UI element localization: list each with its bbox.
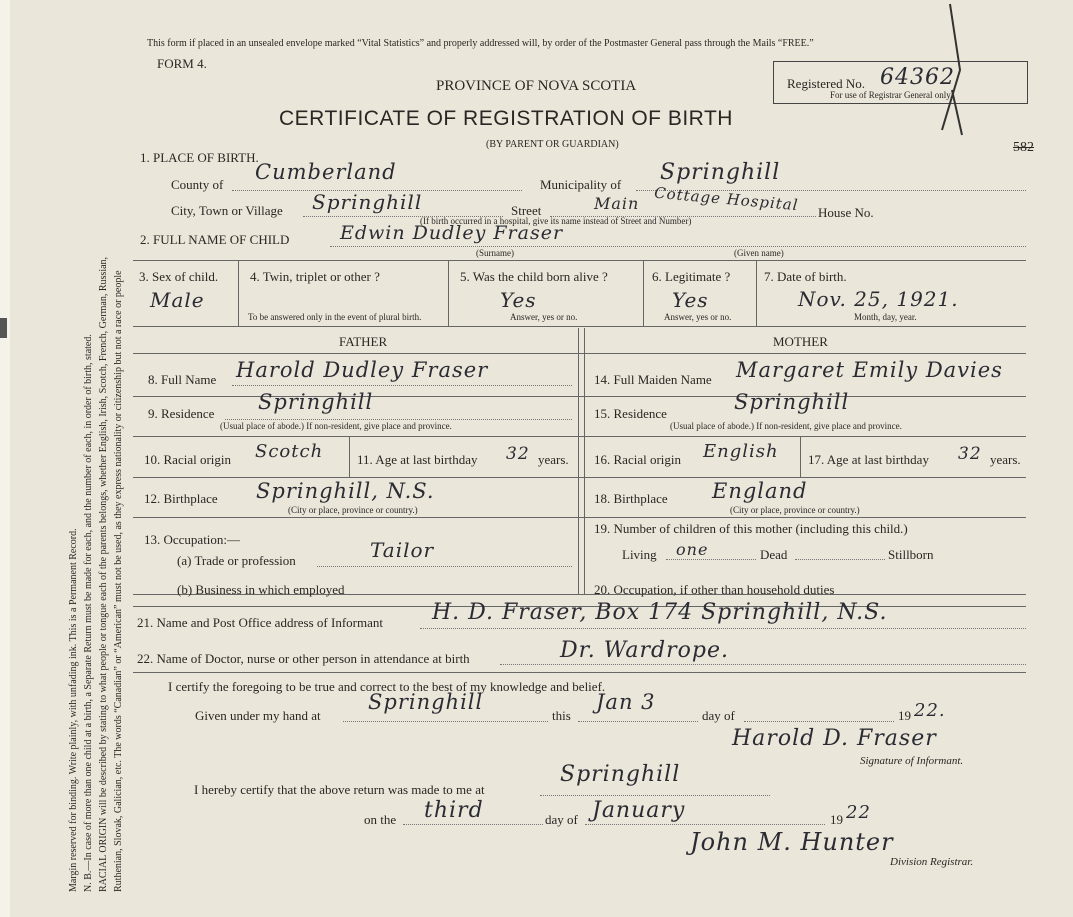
doctor-label: 22. Name of Doctor, nurse or other person in attendance at birth [137,651,470,666]
mother-residence-note: (Usual place of abode.) If non-resident, give place and province. [670,421,902,431]
father-heading: FATHER [339,334,388,349]
legitimate-value: Yes [672,288,709,312]
given-place: Springhill [368,690,484,714]
hospital-note: (If birth occurred in a hospital, give its name instead of Street and Number) [420,216,692,226]
sex-value: Male [150,288,205,312]
twin-note: To be answered only in the event of plural birth. [248,312,422,322]
margin-note-4: Ruthenian, Slovak, Galician, etc. The words “Canadian” or “American” must not be used, as they express nationality or citizenship but not a race or people [113,270,124,892]
mother-name-label: 14. Full Maiden Name [594,372,712,387]
house-label: House No. [818,205,874,220]
mother-age-label: 17. Age at last birthday [808,452,929,467]
informant-signature: Harold D. Fraser [732,726,937,751]
corner-mark: 582 [1013,140,1034,155]
trade-label: (a) Trade or profession [177,553,296,568]
father-birthplace-value: Springhill, N.S. [256,479,435,503]
certify-statement: I certify the foregoing to be true and correct to the best of my knowledge and belief. [168,679,606,694]
father-age-value: 32 [506,444,530,464]
living-label: Living [622,547,657,562]
given-label: Given under my hand at [195,708,321,723]
mother-birthplace-label: 18. Birthplace [594,491,668,506]
father-birthplace-label: 12. Birthplace [144,491,218,506]
form-number: FORM 4. [157,56,207,71]
margin-note-2: N. B.—In case of more than one child at a birth, a Separate Return must be made for each, and the number of each, in order of birth, stated. [83,334,94,892]
street-value: Main [594,194,640,213]
informant-signature-label: Signature of Informant. [860,755,964,767]
registrar-year: 22 [846,802,871,823]
alive-note: Answer, yes or no. [510,312,578,322]
page-subtitle: (BY PARENT OR GUARDIAN) [486,139,619,150]
dead-label: Dead [760,547,788,562]
mother-birthplace-value: England [712,479,808,503]
father-name-label: 8. Full Name [148,372,217,387]
hospital-value: Cottage Hospital [653,183,800,215]
given-date: Jan 3 [596,690,656,714]
registrar-day-of: day of [545,812,578,827]
margin-notes [70,30,130,910]
father-residence-note: (Usual place of abode.) If non-resident, give place and province. [220,421,452,431]
informant-label: 21. Name and Post Office address of Informant [137,615,383,630]
dob-note: Month, day, year. [854,312,917,322]
father-racial-value: Scotch [255,441,324,462]
father-racial-label: 10. Racial origin [144,452,232,467]
city-label: City, Town or Village [171,203,283,218]
mother-birthplace-note: (City or place, province or country.) [730,505,860,515]
registrar-label: Division Registrar. [890,856,974,868]
registrar-signature: John M. Hunter [690,828,894,856]
given-year: 22. [914,700,946,721]
page-title: CERTIFICATE OF REGISTRATION OF BIRTH [279,107,733,130]
father-age-label: 11. Age at last birthday [357,452,478,467]
registered-label: Registered No. [787,76,865,91]
on-the-label: on the [364,812,397,827]
twin-label: 4. Twin, triplet or other ? [250,269,380,284]
registrar-statement: I hereby certify that the above return was made to me at [194,782,485,797]
mother-racial-value: English [703,441,779,462]
mother-age-value: 32 [958,444,982,464]
registration-box [773,61,1028,104]
mail-notice: This form if placed in an unsealed envelope marked “Vital Statistics” and properly addressed will, by order of the Postmaster General pass through the Mails “FREE.” [147,38,814,49]
informant-value: H. D. Fraser, Box 174 Springhill, N.S. [432,600,888,625]
trade-value: Tailor [370,538,435,562]
registered-number: 64362 [880,65,955,90]
mother-occupation-label: 20. Occupation, if other than household duties [594,582,835,597]
county-label: County of [171,177,224,192]
business-label: (b) Business in which employed [177,582,345,597]
father-name-value: Harold Dudley Fraser [236,358,489,382]
dob-label: 7. Date of birth. [764,269,847,284]
father-birthplace-note: (City or place, province or country.) [288,505,418,515]
stillborn-label: Stillborn [888,547,934,562]
mother-name-value: Margaret Emily Davies [736,358,1003,382]
father-residence-value: Springhill [258,390,374,414]
children-label: 19. Number of children of this mother (including this child.) [594,521,908,536]
mother-racial-label: 16. Racial origin [594,452,682,467]
sex-label: 3. Sex of child. [139,269,219,284]
margin-note-1: Margin reserved for binding. Write plainly, with unfading ink. This is a Permanent Record. [68,528,79,892]
father-occupation-label: 13. Occupation:— [144,532,241,547]
municipality-label: Municipality of [540,177,622,192]
registrar-day: third [424,798,484,823]
binding-edge [0,0,10,917]
check-mark-icon [930,0,970,140]
father-years-label: years. [538,452,569,467]
binding-tab [0,318,7,338]
surname-label: (Surname) [476,248,514,258]
this-label: this [552,708,571,723]
legitimate-label: 6. Legitimate ? [652,269,731,284]
registrar-use-note: For use of Registrar General only. [830,90,953,100]
given-name-label: (Given name) [734,248,784,258]
municipality-value: Springhill [660,160,781,185]
mother-heading: MOTHER [773,334,828,349]
registrar-place: Springhill [560,762,681,787]
day-of-label: day of [702,708,735,723]
child-name-label: 2. FULL NAME OF CHILD [140,232,290,247]
street-label: Street [511,203,542,218]
place-heading: 1. PLACE OF BIRTH. [140,150,259,165]
registrar-month: January [592,798,686,823]
margin-note-3: RACIAL ORIGIN will be described by stating to what people or tongue each of the parents belongs, whether English, Irish, Scotch, French, German, Russian, [98,256,109,892]
alive-label: 5. Was the child born alive ? [460,269,608,284]
child-name-value: Edwin Dudley Fraser [340,222,564,244]
mother-years-label: years. [990,452,1021,467]
mother-residence-label: 15. Residence [594,406,667,421]
mother-residence-value: Springhill [734,390,850,414]
legitimate-note: Answer, yes or no. [664,312,732,322]
living-value: one [676,540,709,559]
alive-value: Yes [500,288,537,312]
father-residence-label: 9. Residence [148,406,215,421]
dob-value: Nov. 25, 1921. [798,287,959,311]
province-heading: PROVINCE OF NOVA SCOTIA [436,78,637,94]
city-value: Springhill [312,190,423,214]
doctor-value: Dr. Wardrope. [560,638,729,663]
registrar-year-prefix: 19 [830,812,843,827]
county-value: Cumberland [255,160,397,184]
year-prefix: 19 [898,708,911,723]
